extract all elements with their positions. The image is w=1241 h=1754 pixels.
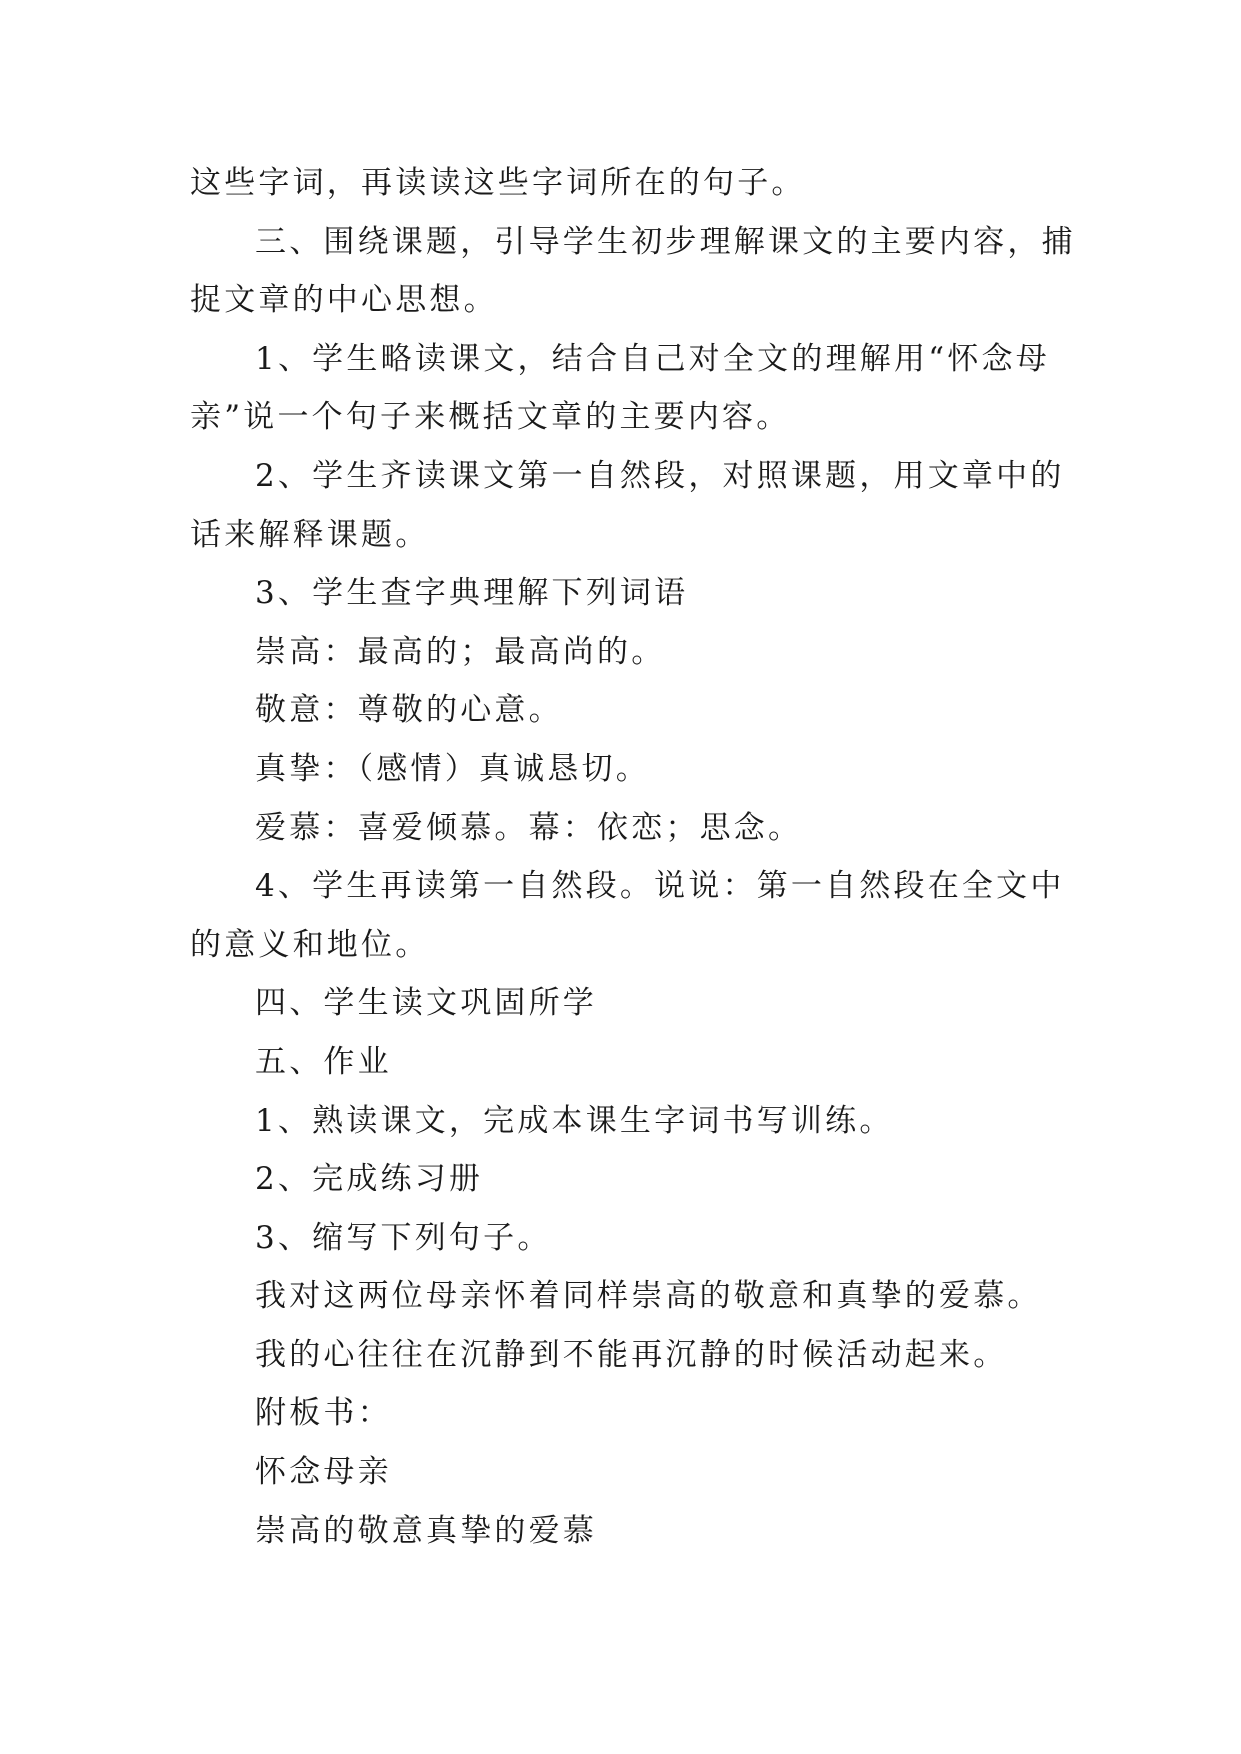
text-line: 的意义和地位。 (190, 926, 430, 963)
text-line: 怀念母亲 (255, 1454, 392, 1491)
document-body (190, 154, 1076, 1560)
text-line: 亲”说一个句子来概括文章的主要内容。 (190, 399, 791, 436)
text-line: 话来解释课题。 (190, 516, 430, 553)
text-line: 我对这两位母亲怀着同样崇高的敬意和真挚的爱慕。 (255, 1278, 1042, 1315)
text-line: 五、作业 (255, 1043, 392, 1080)
text-line: 1、熟读课文，完成本课生字词书写训练。 (255, 1102, 894, 1139)
text-line: 捉文章的中心思想。 (190, 282, 498, 319)
text-line: 爱慕：喜爱倾慕。幕：依恋；思念。 (255, 809, 803, 846)
text-line: 2、学生齐读课文第一自然段，对照课题，用文章中的 (255, 457, 1065, 494)
text-line: 四、学生读文巩固所学 (255, 985, 597, 1022)
text-line: 真挚：（感情）真诚恳切。 (255, 750, 650, 787)
text-line: 附板书： (255, 1395, 392, 1432)
text-line: 敬意：尊敬的心意。 (255, 692, 563, 729)
text-line: 1、学生略读课文，结合自己对全文的理解用“怀念母 (255, 340, 1050, 377)
text-line: 2、完成练习册 (255, 1161, 484, 1198)
text-line: 这些字词，再读读这些字词所在的句子。 (190, 165, 806, 201)
text-line: 4、学生再读第一自然段。说说：第一自然段在全文中 (255, 868, 1065, 905)
text-line: 3、学生查字典理解下列词语 (255, 575, 689, 612)
text-line: 三、围绕课题，引导学生初步理解课文的主要内容，捕 (255, 223, 1076, 260)
text-line: 崇高：最高的；最高尚的。 (255, 633, 666, 670)
text-line: 崇高的敬意真挚的爱慕 (255, 1512, 597, 1549)
text-line: 我的心往往在沉静到不能再沉静的时候活动起来。 (255, 1336, 1008, 1373)
text-line: 3、缩写下列句子。 (255, 1219, 552, 1256)
